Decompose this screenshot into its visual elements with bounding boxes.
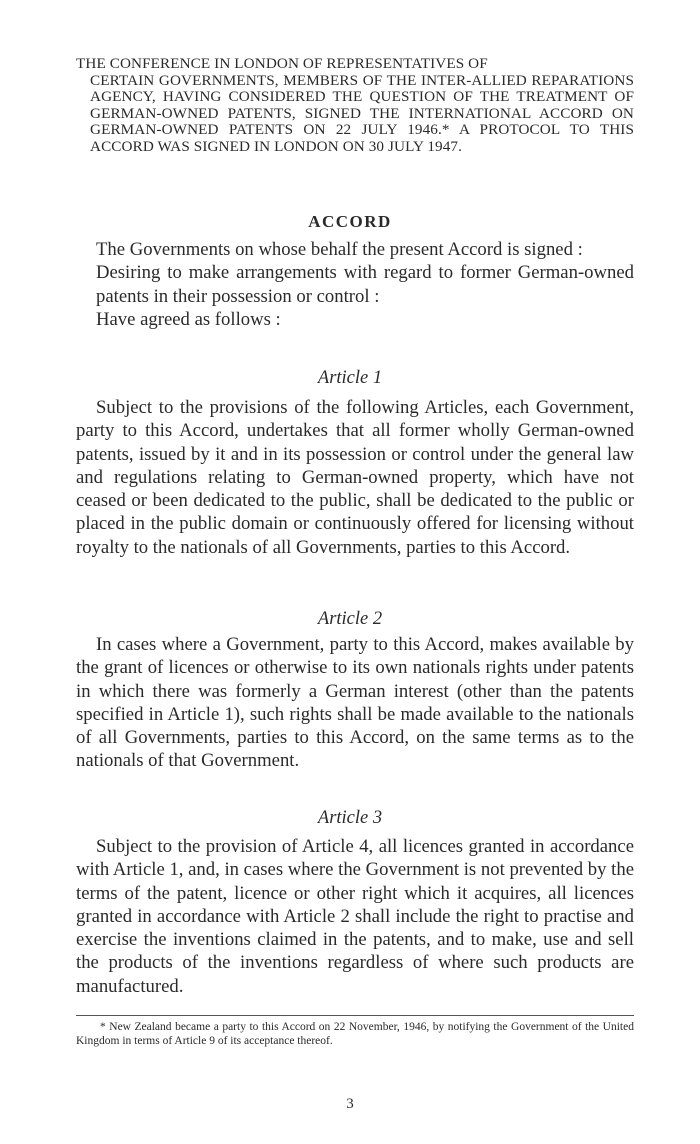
preamble-line-1: The Governments on whose behalf the present Accord is signed : (96, 239, 583, 260)
article-2-body: In cases where a Government, party to this Accord, makes available by the grant of licences or otherwise to its own nationals rights under patents in which there was formerly a German interest (other than the patents specified in Article 1), such rights shall be made available to the nationals of all Governments, parties to this Accord, on the same terms as to the nationals of that Government. (76, 634, 634, 772)
article-2-title: Article 2 (317, 609, 383, 629)
footnote (76, 1020, 634, 1048)
article-1-text (76, 396, 634, 559)
article-2-text (76, 633, 634, 773)
article-1-title: Article 1 (317, 368, 383, 388)
accord-heading: ACCORD (308, 212, 392, 231)
article-3-body: Subject to the provision of Article 4, all licences granted in accordance with Article 1, and, in cases where the Government is not prevented by the terms of the patent, licence or other right which it acquires, all licences granted in accordance with Article 2 shall include the right to practise and exercise the inventions claimed in the patents, and to make, use and sell the products of the inventions regardless of where such products are manufactured. (76, 836, 634, 997)
intro-paragraph (76, 56, 634, 156)
article-3-title: Article 3 (317, 808, 383, 828)
preamble (76, 238, 634, 331)
footnote-divider (76, 1015, 634, 1016)
article-3-text (76, 835, 634, 998)
preamble-line-2: Desiring to make arrangements with regard to former German-owned patents in their possession or control : (96, 262, 634, 307)
preamble-line-3: Have agreed as follows : (96, 308, 281, 330)
footnote-text: * New Zealand became a party to this Accord on 22 November, 1946, by notifying the Government of the United Kingdom in terms of Article 9 of its acceptance thereof. (76, 1021, 634, 1047)
article-1-body: Subject to the provisions of the following Articles, each Government, party to this Accord, undertakes that all former wholly German-owned patents, issued by it and in its possession or control under the general law and regulations relating to German-owned property, which have not ceased or been dedicated to the public, shall be dedicated to the public or placed in the public domain or continuously offered for licensing without royalty to the nationals of all Governments, parties to this Accord. (76, 397, 634, 558)
intro-rest: CERTAIN GOVERNMENTS, MEMBERS OF THE INTER-ALLIED REPARATIONS AGENCY, HAVING CONSIDERED THE QUESTION OF THE TREATMENT OF GERMAN-OWNED PATENTS, SIGNED THE INTERNATIONAL ACCORD ON GERMAN-OWNED PATENTS ON 22 JULY 1946.* A PROTOCOL TO THIS ACCORD WAS SIGNED IN LONDON ON 30 JULY 1947. (90, 71, 634, 155)
intro-first-line: THE CONFERENCE IN LONDON OF REPRESENTATIVES OF (76, 55, 488, 72)
page-number: 3 (346, 1096, 354, 1112)
